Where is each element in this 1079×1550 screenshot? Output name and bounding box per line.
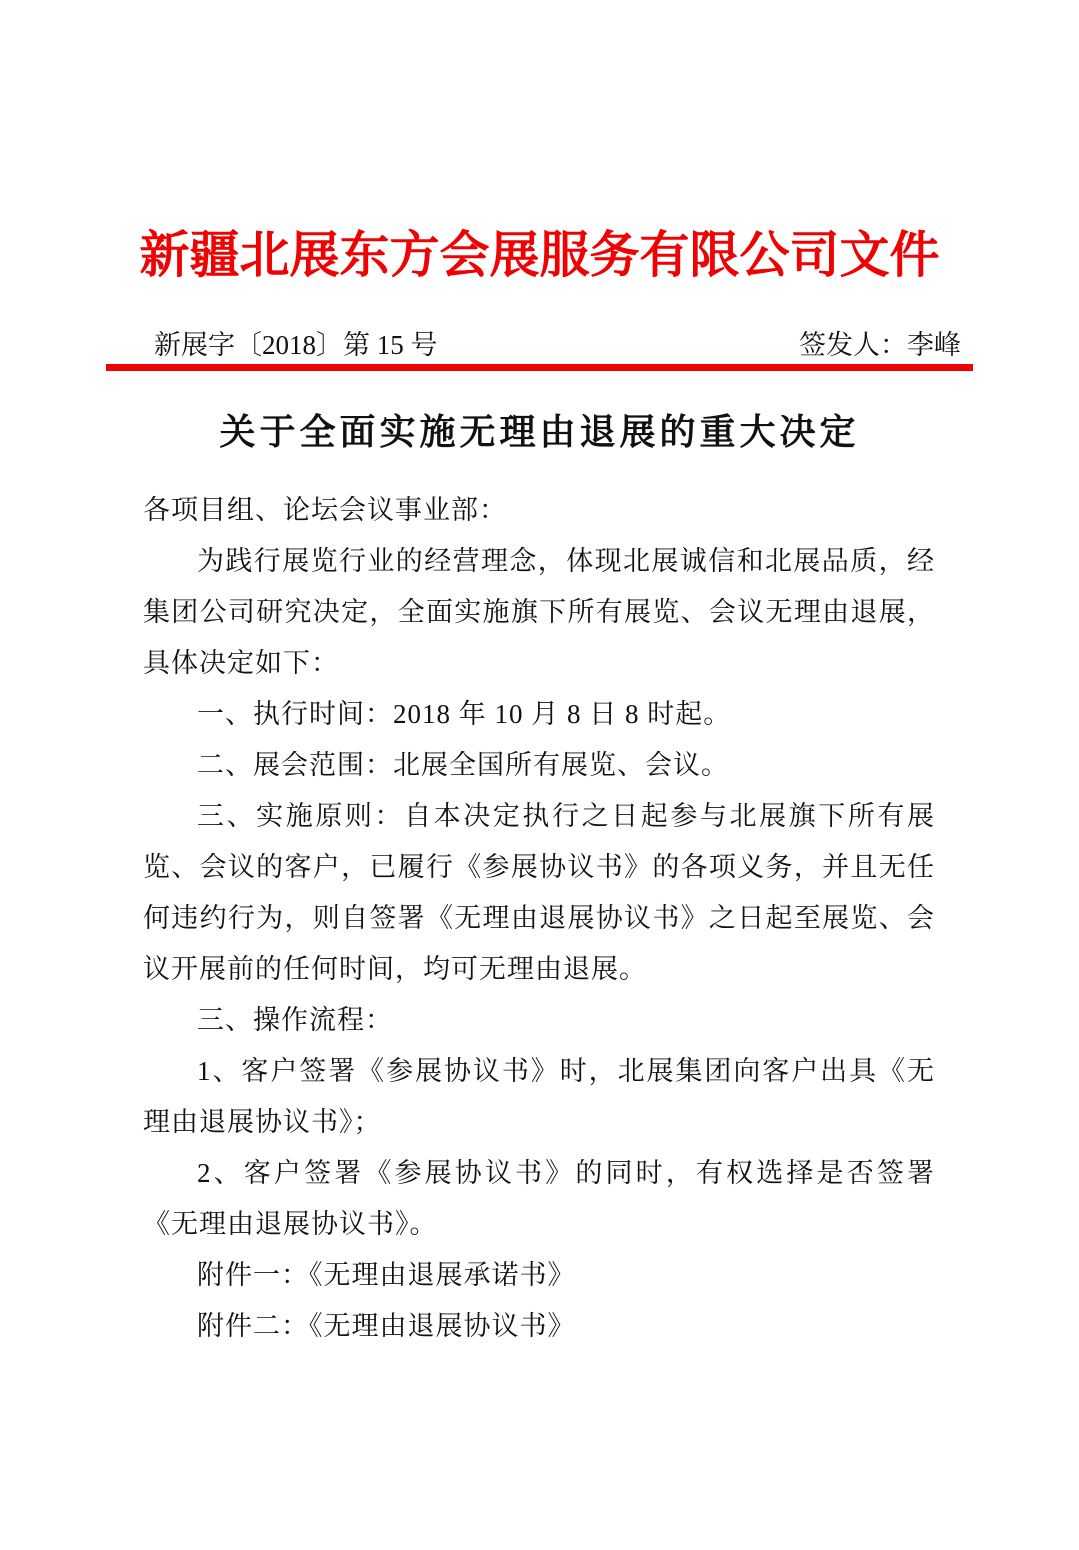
red-divider-rule — [106, 364, 973, 371]
list-item-execution-time: 一、执行时间：2018 年 10 月 8 日 8 时起。 — [197, 699, 732, 729]
attachment-line-2: 附件二：《无理由退展协议书》 — [197, 1311, 576, 1341]
procedure-step-1: 1、客户签署《参展协议书》时，北展集团向客户出具《无理由退展协议书》； — [143, 1056, 935, 1137]
attachment-line-1: 附件一：《无理由退展承诺书》 — [197, 1260, 576, 1290]
document-number: 新展字〔2018〕第 15 号 — [154, 330, 438, 360]
list-item-procedure-heading: 三、操作流程： — [197, 1005, 393, 1035]
list-item-scope: 二、展会范围：北展全国所有展览、会议。 — [197, 750, 729, 780]
procedure-step-2: 2、客户签署《参展协议书》的同时，有权选择是否签署《无理由退展协议书》。 — [143, 1158, 935, 1239]
document-body — [143, 485, 935, 1352]
issuer-name: 签发人：李峰 — [799, 330, 961, 360]
intro-paragraph: 为践行展览行业的经营理念，体现北展诚信和北展品质，经集团公司研究决定，全面实施旗下所有展览、会议无理由退展，具体决定如下： — [143, 546, 935, 678]
list-item-principles: 三、实施原则：自本决定执行之日起参与北展旗下所有展览、会议的客户，已履行《参展协议书》的各项义务，并且无任何违约行为，则自签署《无理由退展协议书》之日起至展览、会议开展前的任何时间，均可无理由退展。 — [143, 801, 935, 984]
salutation-line: 各项目组、论坛会议事业部： — [143, 495, 507, 525]
organization-title: 新疆北展东方会展服务有限公司文件 — [139, 227, 940, 283]
document-title: 关于全面实施无理由退展的重大决定 — [219, 412, 860, 452]
doc-meta-row — [106, 330, 973, 360]
